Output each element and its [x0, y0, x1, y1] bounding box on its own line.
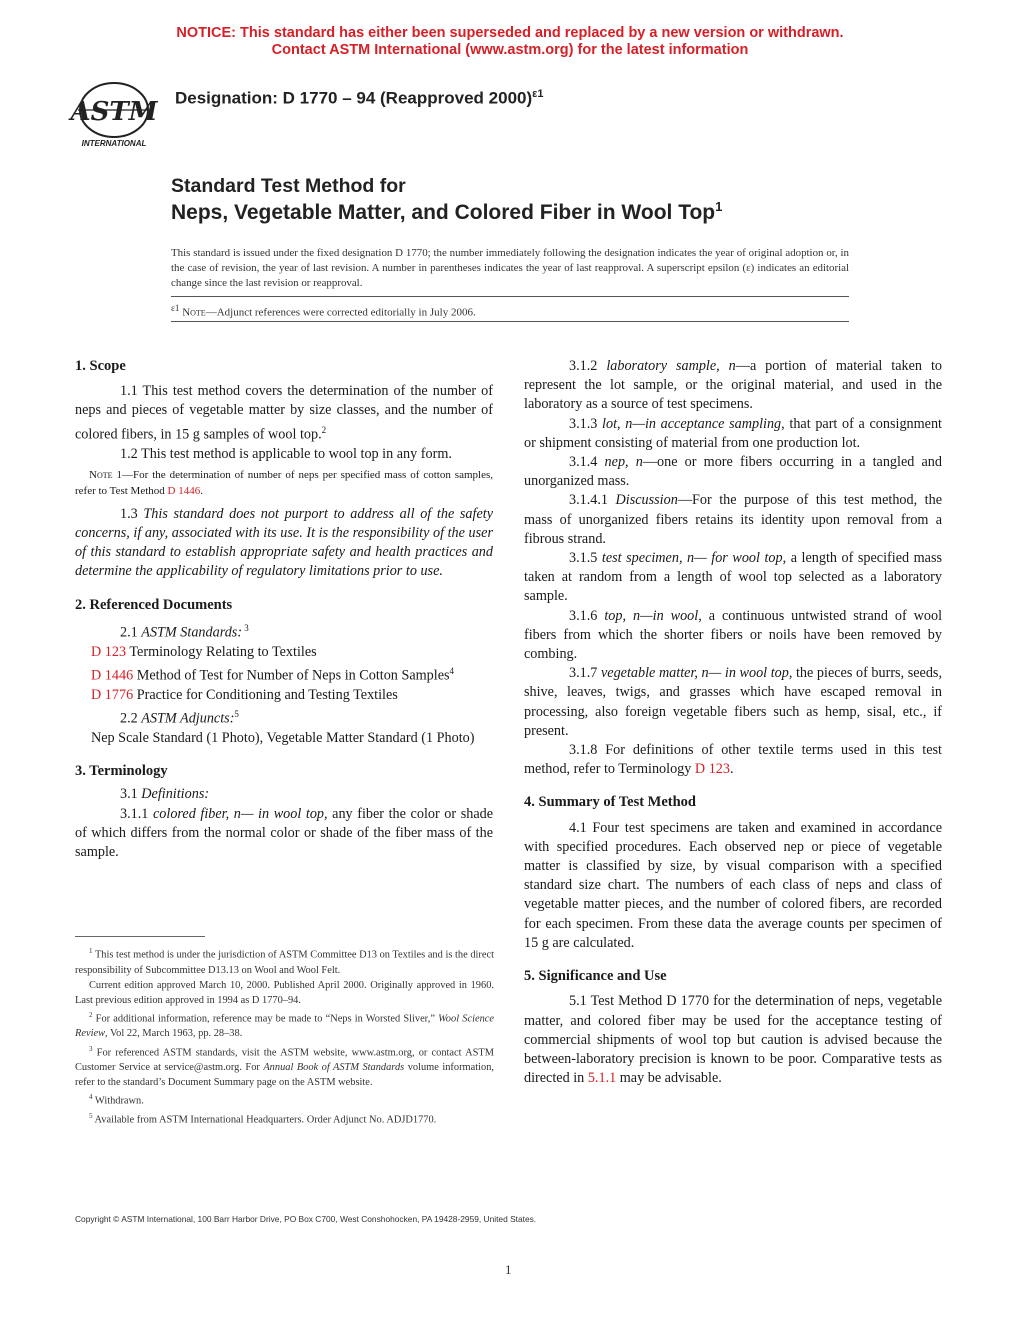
note-1: Note 1—For the determination of number of neps per specified mass of cotton samples, refer to Test Method D 1446.: [75, 468, 493, 497]
editorial-eps: ε1: [171, 303, 180, 313]
paragraph-1-1: 1.1 This test method covers the determination of the number of neps and pieces of vegetable matter by size classes, and the number of colored fibers, in 15 g samples of wool top.$^2$: [75, 383, 493, 443]
link-d123[interactable]: D 123: [91, 643, 127, 660]
divider: [171, 321, 849, 322]
reference-item: D 1446 Method of Test for Number of Neps in Cotton Samples$^4$: [91, 665, 455, 684]
section-heading: 3. Terminology: [75, 763, 168, 780]
designation-sup: ε1: [532, 88, 544, 100]
section-heading: 1. Scope: [75, 358, 126, 374]
footnote-1: $^1$ This test method is under the jurisdiction of ASTM Committee D13 on Textiles and is the direct responsibility of Subcommittee D13.13 on Wool and Wool Felt.: [75, 947, 494, 976]
logo-caption: INTERNATIONAL: [81, 139, 147, 148]
paragraph-1-3: 1.3 This standard does not purport to address all of the safety concerns, if any, associated with its use. It is the responsibility of the user of this standard to establish appropriate safety and health practices and determine the applicability of regulatory limitations prior to use.: [75, 505, 493, 580]
designation-text: Designation: D 1770 – 94 (Reapproved 2000): [175, 88, 533, 108]
link-5-1-1[interactable]: 5.1.1: [587, 1070, 617, 1087]
title-footnote-ref: 1: [715, 199, 723, 214]
paragraph-3-1-7: 3.1.7 vegetable matter, n— in wool top, the pieces of burrs, seeds, shive, leaves, twigs, and grasses which have escaped removal in processing, also foreign vegetable fibers such as hemp, sisal, etc., if present.: [524, 665, 942, 739]
paragraph-3-1-4: 3.1.4 nep, n—one or more fibers occurring in a tangled and unorganized mass.: [524, 454, 942, 490]
designation: [175, 88, 543, 109]
editorial-note-label: Note: [182, 306, 206, 319]
notice-line-2: Contact ASTM International (www.astm.org) for the latest information: [271, 42, 749, 58]
paragraph-2-1: 2.1 ASTM Standards: $^3$: [120, 622, 249, 641]
section-heading: 5. Significance and Use: [524, 968, 667, 985]
link-d123[interactable]: D 123: [694, 761, 730, 778]
paragraph-3-1-2: 3.1.2 laboratory sample, n—a portion of material taken to represent the lot sample, or the original material, and used in the laboratory as a source of test specimens.: [524, 358, 942, 413]
link-d1446[interactable]: D 1446: [167, 484, 201, 497]
reference-item: D 123 Terminology Relating to Textiles: [91, 643, 317, 660]
section-heading: 2. Referenced Documents: [75, 596, 233, 613]
link-d1446[interactable]: D 1446: [91, 667, 134, 684]
footnotes: [75, 944, 494, 1127]
copyright: Copyright © ASTM International, 100 Barr Harbor Drive, PO Box C700, West Conshohocken, PA 19428-2959, United States.: [75, 1214, 537, 1224]
footnote-5: $^5$ Available from ASTM International Headquarters. Order Adjunct No. ADJD1770.: [89, 1111, 437, 1126]
left-column: [75, 357, 493, 862]
paragraph-3-1-3: 3.1.3 lot, n—in acceptance sampling, that part of a consignment or shipment consisting of material from one production lot.: [524, 415, 942, 451]
editorial-note-text: —Adjunct references were corrected editorially in July 2006.: [205, 306, 476, 319]
right-column: [524, 357, 942, 1088]
paragraph-4-1: 4.1 Four test specimens are taken and examined in accordance with specified procedures. Each observed nep or piece of vegetable matter is classified by size, by visual comparison with a specified standard size chart. The numbers of each class of neps and class of vegetable matter pieces, and the number of colored fibers, are recorded for each specimen. From these data the average counts per specimen of 15 g are calculated.: [524, 819, 942, 951]
paragraph-5-1: 5.1 Test Method D 1770 for the determination of neps, vegetable matter, and colored fiber may be used for the acceptance testing of commercial shipments of wool top but caution is advised because the between-laboratory precision is known to be poor. Comparative tests as directed in 5.1.1 may be advisable.: [524, 993, 942, 1087]
paragraph-3-1-6: 3.1.6 top, n—in wool, a continuous untwisted strand of wool fibers from which the shorter fibers or noils have been removed by combing.: [524, 607, 943, 663]
intro-paragraph: This standard is issued under the fixed designation D 1770; the number immediately following the designation indicates the year of original adoption or, in the case of revision, the year of last revision. A number in parentheses indicates the year of last reapproval. A superscript epsilon (ε) indicates an editorial change since the last revision or reapproval.: [171, 247, 849, 289]
title-line-1: Standard Test Method for: [171, 175, 406, 197]
paragraph-3-1-1: 3.1.1 colored fiber, n— in wool top, any fiber the color or shade of which differs from the normal color or shade of the fiber mass of the sample.: [75, 805, 494, 860]
editorial-note: [171, 303, 476, 319]
adjunct-item: Nep Scale Standard (1 Photo), Vegetable Matter Standard (1 Photo): [91, 729, 475, 746]
notice-line-1: NOTICE: This standard has either been superseded and replaced by a new version or withdrawn.: [176, 25, 844, 41]
footnote-rule: [75, 936, 205, 937]
divider: [171, 296, 849, 297]
link-d1776[interactable]: D 1776: [91, 686, 134, 703]
reference-item: D 1776 Practice for Conditioning and Testing Textiles: [91, 686, 398, 703]
page-number: 1: [505, 1262, 512, 1277]
title-text: Neps, Vegetable Matter, and Colored Fiber in Wool Top: [171, 201, 716, 224]
footnote-3: $^3$ For referenced ASTM standards, visit the ASTM website, www.astm.org, or contact ASTM Customer Service at service@astm.org. For Annual Book of ASTM Standards volume information, refer to the standard’s Document Summary page on the ASTM website.: [75, 1044, 494, 1089]
astm-logo: [68, 80, 160, 150]
paragraph-3-1-4-1: 3.1.4.1 Discussion—For the purpose of this test method, the mass of unorganized fibers retains its identity upon removal from a fibrous strand.: [524, 492, 942, 547]
footnote-4: $^4$ Withdrawn.: [89, 1093, 144, 1107]
paragraph-3-1: 3.1 Definitions:: [120, 786, 210, 803]
logo-letters: ASTM: [70, 97, 158, 127]
paragraph-2-2: 2.2 ASTM Adjuncts:$^5$: [120, 709, 239, 727]
title-line-2: [171, 199, 722, 225]
paragraph-1-2: 1.2 This test method is applicable to wool top in any form.: [120, 445, 452, 462]
paragraph-3-1-8: 3.1.8 For definitions of other textile terms used in this test method, refer to Terminology D 123.: [524, 742, 942, 778]
section-heading: 4. Summary of Test Method: [524, 794, 696, 811]
footnote-1b: Current edition approved March 10, 2000. Published April 2000. Originally approved in 1960. Last previous edition approved in 1994 as D 1770–94.: [75, 979, 494, 1006]
footnote-2: $^2$ For additional information, reference may be made to “Neps in Worsted Sliver,” Wool Science Review, Vol 22, March 1963, pp. 28–38.: [75, 1010, 494, 1040]
paragraph-3-1-5: 3.1.5 test specimen, n— for wool top, a length of specified mass taken at random from a length of wool top selected as a laboratory sample.: [524, 550, 943, 605]
